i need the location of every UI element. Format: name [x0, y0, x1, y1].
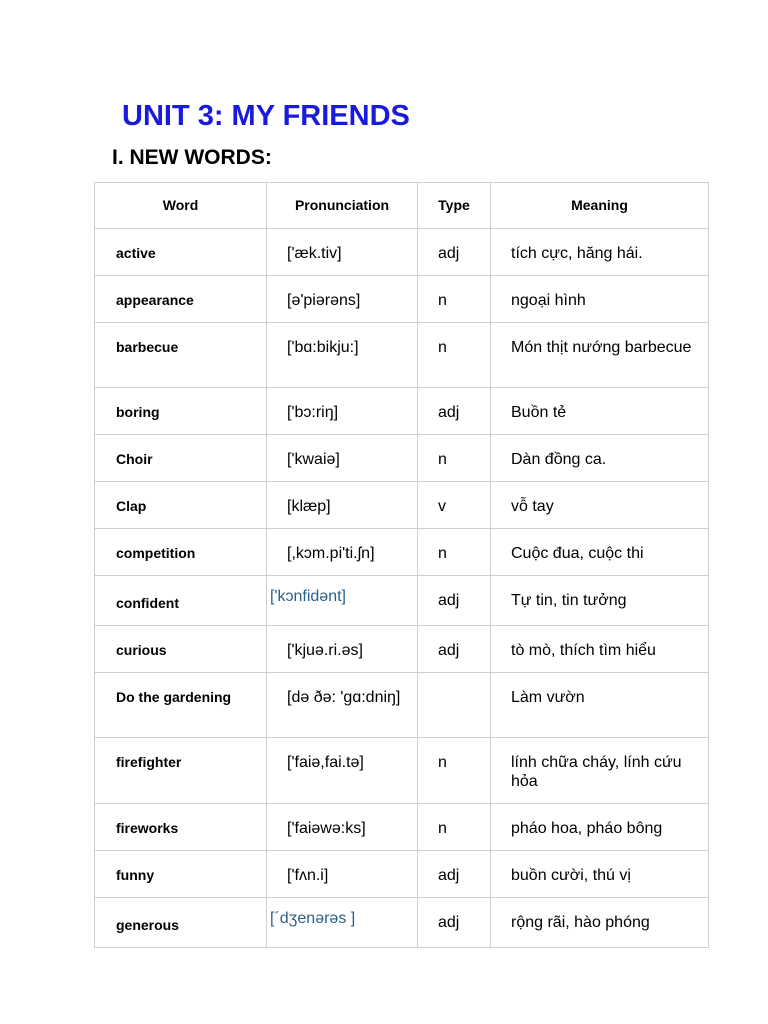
meaning-cell: buồn cười, thú vị: [491, 851, 709, 898]
type-cell: adj: [418, 229, 491, 276]
table-row: [95, 576, 709, 626]
pronunciation-cell: ['faiə,fai.tə]: [267, 738, 418, 804]
section-title: I. NEW WORDS:: [112, 146, 272, 169]
meaning-cell: vỗ tay: [491, 482, 709, 529]
type-cell: adj: [418, 388, 491, 435]
word-cell: competition: [95, 529, 267, 576]
pronunciation-cell: ['bɔ:riŋ]: [267, 388, 418, 435]
pronunciation-cell: ['kjuə.ri.əs]: [267, 626, 418, 673]
header-word: Word: [95, 183, 267, 229]
pronunciation-cell: [ə'piərəns]: [267, 276, 418, 323]
table-row: [95, 482, 709, 529]
type-cell: adj: [418, 576, 491, 626]
header-meaning: Meaning: [491, 183, 709, 229]
word-cell: appearance: [95, 276, 267, 323]
word-cell: funny: [95, 851, 267, 898]
word-cell: fireworks: [95, 804, 267, 851]
pronunciation-cell: ['kɔnfidənt]: [267, 576, 418, 626]
type-cell: n: [418, 738, 491, 804]
word-cell: active: [95, 229, 267, 276]
type-cell: n: [418, 435, 491, 482]
pronunciation-cell: [də ðə: 'gɑ:dniŋ]: [267, 673, 418, 738]
table-row: [95, 388, 709, 435]
type-cell: n: [418, 276, 491, 323]
type-cell: n: [418, 323, 491, 388]
meaning-cell: Cuộc đua, cuộc thi: [491, 529, 709, 576]
table-row: [95, 435, 709, 482]
meaning-cell: Buồn tẻ: [491, 388, 709, 435]
table-header-row: [95, 183, 709, 229]
table-row: [95, 673, 709, 738]
table-row: [95, 898, 709, 948]
meaning-cell: pháo hoa, pháo bông: [491, 804, 709, 851]
meaning-cell: tò mò, thích tìm hiểu: [491, 626, 709, 673]
meaning-cell: Dàn đồng ca.: [491, 435, 709, 482]
meaning-cell: tích cực, hăng hái.: [491, 229, 709, 276]
meaning-cell: ngoại hình: [491, 276, 709, 323]
pronunciation-cell: [klæp]: [267, 482, 418, 529]
type-cell: adj: [418, 626, 491, 673]
meaning-cell: Món thịt nướng barbecue: [491, 323, 709, 388]
word-cell: firefighter: [95, 738, 267, 804]
word-cell: Clap: [95, 482, 267, 529]
page-title: UNIT 3: MY FRIENDS: [122, 100, 410, 132]
word-cell: generous: [95, 898, 267, 948]
table-row: [95, 529, 709, 576]
meaning-cell: Tự tin, tin tưởng: [491, 576, 709, 626]
table-row: [95, 804, 709, 851]
pronunciation-cell: ['kwaiə]: [267, 435, 418, 482]
word-cell: Choir: [95, 435, 267, 482]
pronunciation-cell: [´dʒenərəs ]: [267, 898, 418, 948]
table-row: [95, 626, 709, 673]
pronunciation-cell: ['æk.tiv]: [267, 229, 418, 276]
table-row: [95, 738, 709, 804]
vocabulary-table: [94, 182, 709, 948]
header-pronunciation: Pronunciation: [267, 183, 418, 229]
table-row: [95, 276, 709, 323]
table-row: [95, 229, 709, 276]
meaning-cell: lính chữa cháy, lính cứu hỏa: [491, 738, 709, 804]
table-row: [95, 323, 709, 388]
meaning-cell: Làm vườn: [491, 673, 709, 738]
word-cell: curious: [95, 626, 267, 673]
type-cell: adj: [418, 898, 491, 948]
pronunciation-cell: ['faiəwə:ks]: [267, 804, 418, 851]
word-cell: confident: [95, 576, 267, 626]
word-cell: boring: [95, 388, 267, 435]
type-cell: n: [418, 804, 491, 851]
header-type: Type: [418, 183, 491, 229]
pronunciation-cell: [,kɔm.pi'ti.ʃn]: [267, 529, 418, 576]
meaning-cell: rộng rãi, hào phóng: [491, 898, 709, 948]
type-cell: v: [418, 482, 491, 529]
type-cell: adj: [418, 851, 491, 898]
type-cell: n: [418, 529, 491, 576]
pronunciation-cell: ['fʌn.i]: [267, 851, 418, 898]
pronunciation-cell: ['bɑ:bikju:]: [267, 323, 418, 388]
word-cell: Do the gardening: [95, 673, 267, 738]
type-cell: [418, 673, 491, 738]
table-row: [95, 851, 709, 898]
word-cell: barbecue: [95, 323, 267, 388]
